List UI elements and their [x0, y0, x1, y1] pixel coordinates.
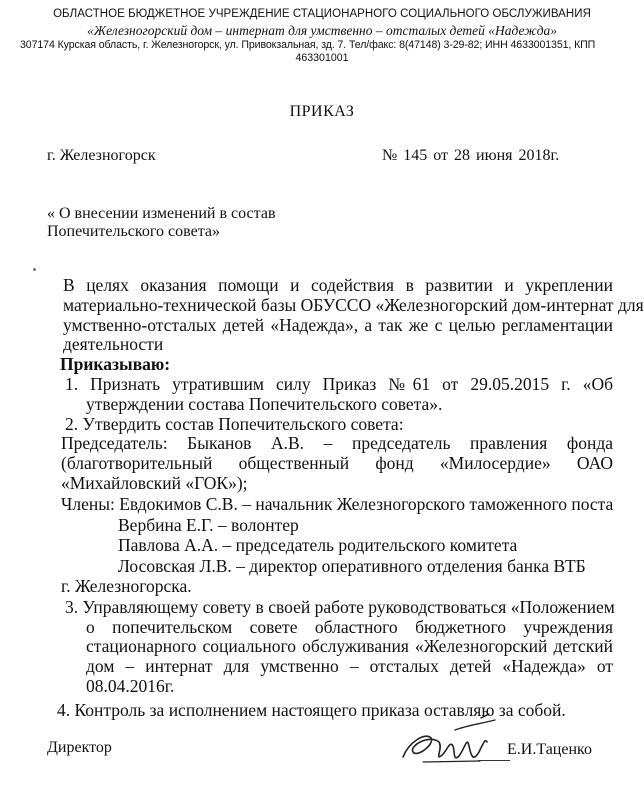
document-city: г. Железногорск	[47, 147, 156, 164]
chairman-line-2: (благотворительный общественный фонд «Милосердие» ОАО	[61, 453, 613, 474]
scan-dot	[33, 268, 36, 271]
member-pavlova: Павлова А.А. – председатель родительского комитета	[118, 535, 518, 556]
item-2: 2. Утвердить состав Попечительского совета:	[65, 413, 404, 434]
chairman-line-1: Председатель: Быканов А.В. – председатель правления фонда	[61, 433, 613, 454]
intro-line-4: деятельности	[63, 334, 164, 355]
item-1-line-1: 1. Признать утратившим силу Приказ №61 от 29.05.2015 г. «Об	[65, 373, 613, 394]
item-3-line-5: 08.04.2016г.	[86, 675, 175, 696]
signature-line	[478, 760, 510, 761]
document-title: ПРИКАЗ	[289, 103, 355, 120]
intro-line-2: материально-технической базы ОБУССО «Железногорский дом-интернат для	[63, 294, 644, 315]
intro-line-3: умственно-отсталых детей «Надежда», а так же с целью регламентации	[63, 314, 613, 335]
item-4: 4. Контроль за исполнением настоящего приказа оставляю за собой.	[57, 699, 566, 720]
subject-line-2: Попечительского совета»	[47, 223, 220, 240]
item-3-line-3: стационарного социального обслуживания «Железногорский детский	[86, 636, 613, 657]
signatory-name: Е.И.Таценко	[507, 741, 592, 758]
subject-line-1: « О внесении изменений в состав	[47, 205, 276, 222]
letterhead-subtitle: «Железногорский дом – интернат для умственно – отсталых детей «Надежда»	[86, 23, 558, 38]
document-subject	[47, 205, 276, 241]
order-word: Приказываю:	[60, 354, 171, 375]
document-number-date: № 145 от 28 июня 2018г.	[382, 147, 560, 164]
document-body	[57, 275, 644, 721]
signatory-role: Директор	[47, 739, 112, 756]
chairman-line-3: «Михайловский «ГОК»);	[61, 472, 248, 493]
member-losovskaya-cont: г. Железногорска.	[61, 575, 192, 596]
handwritten-signature	[395, 712, 515, 772]
item-3-line-1: 3. Управляющему совету в своей работе руководствоваться «Положением	[65, 596, 615, 617]
item-3-line-4: дом – интернат для умственно – отсталых детей «Надежда» от	[86, 656, 613, 677]
letterhead-address: 307174 Курская область, г. Железногорск, ул. Привокзальная, зд. 7. Тел/факс: 8(47148) 3-29-82; ИНН 4633001351, КПП	[20, 39, 596, 51]
item-1-line-2: утверждении состава Попечительского совета».	[86, 393, 443, 414]
member-losovskaya: Лосовская Л.В. – директор оперативного отделения банка ВТБ	[118, 556, 586, 577]
members-line-1: Члены: Евдокимов С.В. – начальник Железногорского таможенного поста	[61, 493, 614, 514]
letterhead-kpp: 463301001	[295, 52, 349, 64]
item-3-line-2: о попечительском совете областного бюджетного учреждения	[86, 616, 613, 637]
letterhead-org-name: ОБЛАСТНОЕ БЮДЖЕТНОЕ УЧРЕЖДЕНИЕ СТАЦИОНАРНОГО СОЦИАЛЬНОГО ОБСЛУЖИВАНИЯ	[53, 8, 591, 20]
member-verbina: Вербина Е.Г. – волонтер	[118, 514, 299, 535]
intro-line-1: В целях оказания помощи и содействия в развитии и укреплении	[63, 275, 613, 295]
